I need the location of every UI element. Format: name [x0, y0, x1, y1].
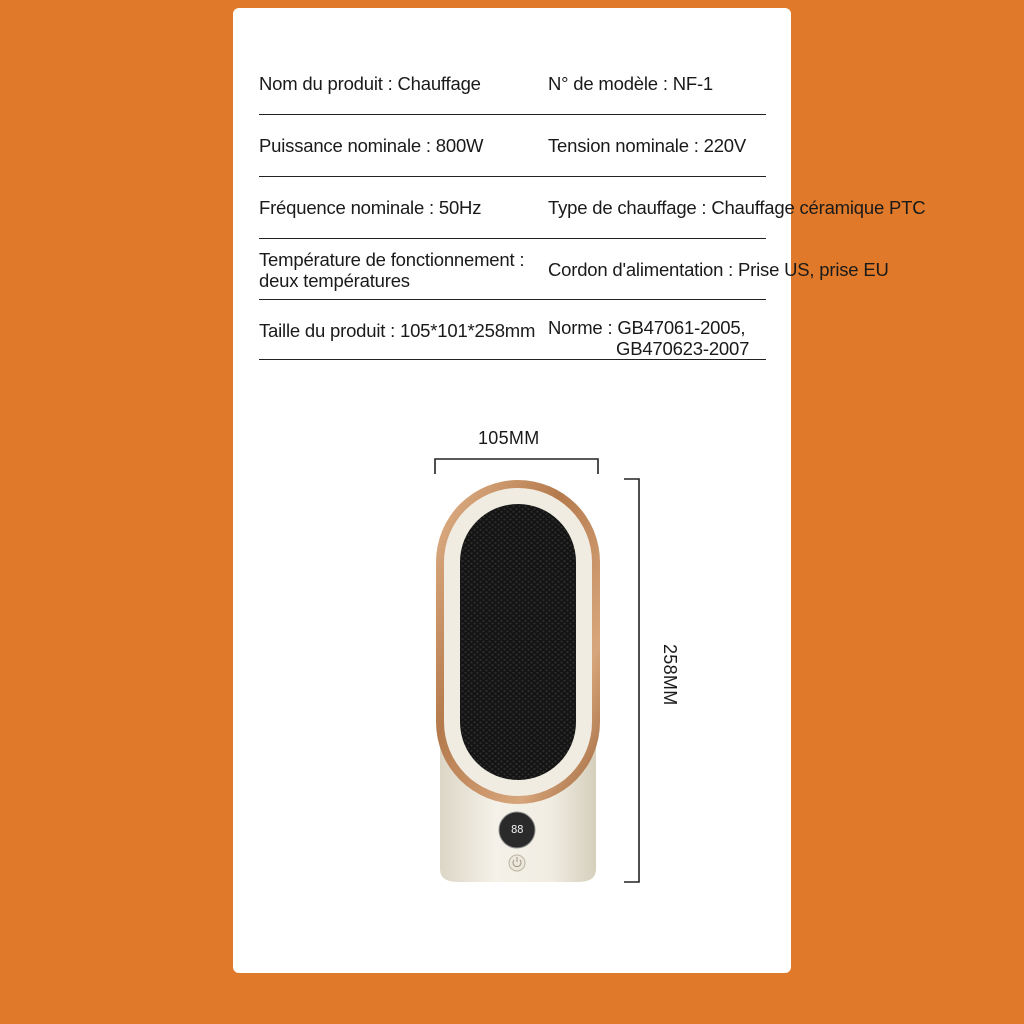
spec-power-cord: Cordon d'alimentation : Prise US, prise EU	[548, 259, 889, 280]
height-dimension-bracket	[620, 472, 650, 892]
spec-rated-voltage: Tension nominale : 220V	[548, 135, 747, 156]
spec-standard-line1: Norme : GB47061-2005,	[548, 317, 746, 338]
spec-operating-temperature-line2: deux températures	[259, 270, 410, 291]
spec-heating-type: Type de chauffage : Chauffage céramique PTC	[548, 197, 926, 218]
width-dimension-label: 105MM	[478, 428, 540, 448]
spec-product-name: Nom du produit : Chauffage	[259, 73, 481, 94]
spec-operating-temperature-line1: Température de fonctionnement :	[259, 249, 525, 270]
spec-rated-power: Puissance nominale : 800W	[259, 135, 484, 156]
spec-product-size: Taille du produit : 105*101*258mm	[259, 320, 536, 341]
display-readout: 88	[510, 823, 524, 836]
spec-divider	[259, 238, 766, 239]
heater-grille	[460, 504, 576, 780]
spec-standard-line2: GB470623-2007	[616, 338, 750, 359]
spec-divider	[259, 359, 766, 360]
spec-rated-frequency: Fréquence nominale : 50Hz	[259, 197, 482, 218]
spec-model-number: N° de modèle : NF-1	[548, 73, 714, 94]
height-dimension-label: 258MM	[660, 644, 680, 706]
power-icon[interactable]	[509, 855, 525, 871]
spec-divider	[259, 176, 766, 177]
spec-divider	[259, 299, 766, 300]
spec-divider	[259, 114, 766, 115]
